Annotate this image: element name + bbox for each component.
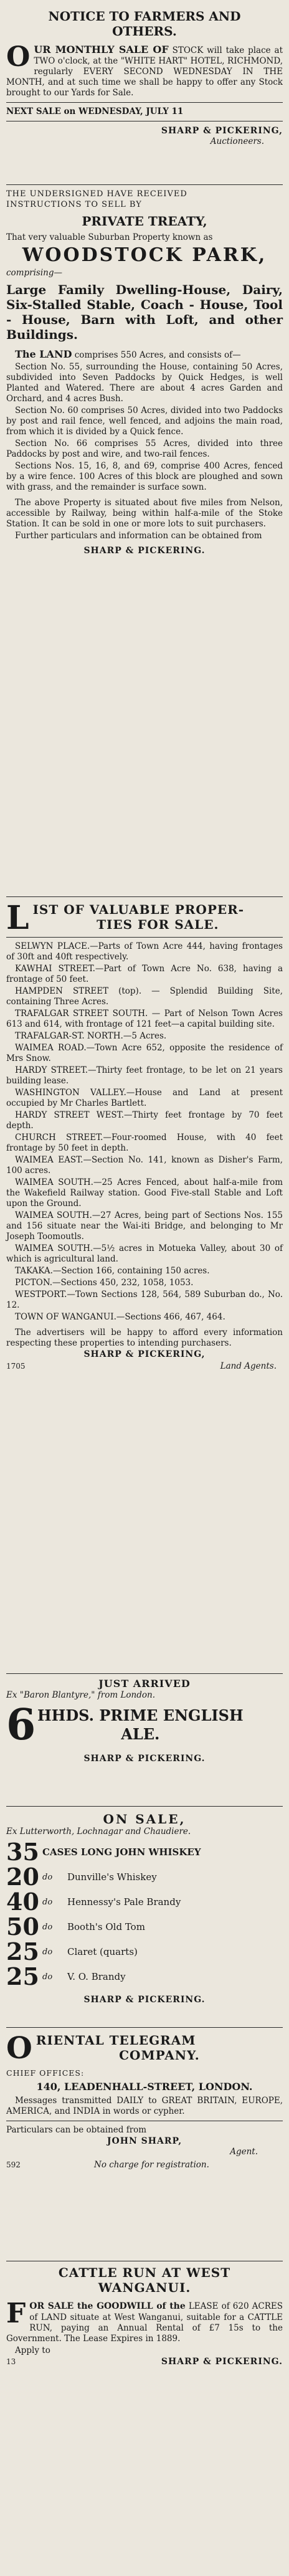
list-signature: SHARP & PICKERING, [83, 1349, 206, 1359]
on-sale-qty: 25 [6, 1962, 39, 1990]
ale-product-b: ALE. [121, 1725, 160, 1743]
list-item: WAIMEA SOUTH.—5½ acres in Motueka Valley, about 30 of which is agricultural land. [6, 1243, 283, 1264]
telegram-chief-offices: CHIEF OFFICES: [6, 2068, 85, 2078]
telegram-no-charge: No charge for registration. [94, 2160, 209, 2170]
list-closing: The advertisers will be happy to afford every information respecting these properties to intending purchasers. [6, 1328, 283, 1348]
farmers-notice-ad [6, 9, 283, 185]
on-sale-item: Claret (quarts) [67, 1946, 138, 1957]
farmers-signature: SHARP & PICKERING, [161, 126, 283, 136]
woodstock-intro-3: That very valuable Suburban Property known as [6, 232, 213, 242]
on-sale-qty: 20 [6, 1863, 39, 1891]
cattle-ad-number: 13 [6, 2357, 16, 2366]
ale-ship: Ex "Baron Blantyre," from London. [6, 1690, 155, 1700]
woodstock-section-2: Section No. 60 comprises 50 Acres, divided into two Paddocks by post and rail fence, well fenced, and adjoins the main road, from which it is divided by a Quick fence. [6, 406, 283, 437]
ale-just-arrived: JUST ARRIVED [98, 1678, 191, 1690]
list-item: TRAFALGAR-ST. NORTH.—5 Acres. [15, 1031, 167, 1041]
cattle-title-b: WANGANUI. [98, 2280, 191, 2295]
cattle-title-a: CATTLE RUN AT WEST [58, 2265, 231, 2280]
list-drop-cap: L [6, 902, 29, 933]
on-sale-qty: 40 [6, 1888, 39, 1916]
farmers-title: NOTICE TO FARMERS AND [48, 9, 241, 24]
farmers-title-2: OTHERS. [112, 24, 177, 39]
cattle-run-ad [6, 2265, 283, 2415]
woodstock-intro-1: THE UNDERSIGNED HAVE RECEIVED [6, 189, 187, 199]
on-sale-item: Hennessy's Pale Brandy [67, 1896, 181, 1908]
on-sale-ditto: do [42, 1972, 53, 1982]
woodstock-title: WOODSTOCK PARK, [22, 244, 267, 266]
ale-product-a: HHDS. PRIME ENGLISH [37, 1706, 244, 1724]
ale-ad [6, 1678, 283, 1807]
on-sale-ad [6, 1812, 283, 2028]
cattle-lead: OR SALE the GOODWILL of the [29, 2301, 186, 2311]
cattle-apply: Apply to [15, 2345, 50, 2355]
on-sale-ditto: do [42, 1922, 53, 1932]
list-title-a: IST OF VALUABLE PROPER- [32, 902, 245, 917]
farmers-body: STOCK will take place at TWO o'clock, at the "WHITE HART" HOTEL, RICHMOND, regularly EVERY SECOND WEDNESDAY IN THE MONTH, and at such time we shall be happy to offer any Stock brought to our Yards for Sale. [6, 45, 283, 98]
on-sale-ditto: do [42, 1897, 53, 1907]
list-item: SELWYN PLACE.—Parts of Town Acre 444, having frontages of 30ft and 40ft respectively. [6, 941, 283, 962]
farmers-drop-cap: O [6, 41, 31, 73]
telegram-title-a: RIENTAL TELEGRAM [36, 2033, 196, 2048]
woodstock-section-3: Section No. 66 comprises 55 Acres, divided into three Paddocks by post and wire, and two-rail fences. [6, 439, 283, 459]
list-title-b: TIES FOR SALE. [97, 917, 219, 932]
list-item: WAIMEA SOUTH.—27 Acres, being part of Sections Nos. 155 and 156 situate near the Wai-iti Bridge, and belonging to Mr Joseph Toomoutls. [6, 1210, 283, 1242]
on-sale-row [6, 1865, 283, 1889]
list-item: WASHINGTON VALLEY.—House and Land at present occupied by Mr Charles Bartlett. [6, 1088, 283, 1108]
woodstock-further: Further particulars and information can be obtained from [15, 531, 262, 541]
woodstock-features: Large Family Dwelling-House, Dairy, Six-Stalled Stable, Coach - House, Tool - House, Barn with Loft, and other Buildings. [6, 282, 283, 342]
cattle-signature: SHARP & PICKERING. [161, 2357, 283, 2367]
on-sale-qty: 35 [6, 1838, 39, 1866]
woodstock-intro-2: INSTRUCTIONS TO SELL BY [6, 200, 142, 209]
on-sale-item: V. O. Brandy [67, 1971, 126, 1982]
list-item: HARDY STREET WEST.—Thirty feet frontage by 70 feet depth. [6, 1110, 283, 1131]
list-ad-number: 1705 [6, 1362, 26, 1371]
on-sale-item: Dunville's Whiskey [67, 1871, 157, 1883]
woodstock-signature: SHARP & PICKERING. [83, 546, 206, 556]
on-sale-row [6, 1840, 283, 1865]
list-item: TRAFALGAR STREET SOUTH. — Part of Nelson Town Acres 613 and 614, with frontage of 121 feet—a capital building site. [6, 1009, 283, 1029]
on-sale-row [6, 1964, 283, 1989]
list-item: WAIMEA ROAD.—Town Acre 652, opposite the residence of Mrs Snow. [6, 1043, 283, 1063]
farmers-lead: UR MONTHLY SALE OF [34, 44, 169, 55]
telegram-agent: JOHN SHARP, [107, 2136, 182, 2146]
farmers-next-sale: NEXT SALE on WEDNESDAY, JULY 11 [6, 107, 184, 116]
farmers-signature-sub: Auctioneers. [210, 136, 264, 146]
ale-signature: SHARP & PICKERING. [83, 1754, 206, 1764]
list-item: WAIMEA EAST.—Section No. 141, known as Disher's Farm, 100 acres. [6, 1155, 283, 1176]
woodstock-comprising: comprising— [6, 268, 62, 278]
telegram-agent-sub: Agent. [230, 2147, 258, 2157]
list-item: HARDY STREET.—Thirty feet frontage, to be let on 21 years building lease. [6, 1065, 283, 1086]
on-sale-item: Booth's Old Tom [67, 1921, 145, 1932]
on-sale-ditto: do [42, 1947, 53, 1957]
telegram-particulars: Particulars can be obtained from [6, 2125, 147, 2135]
telegram-ad [6, 2033, 283, 2261]
woodstock-private-treaty: PRIVATE TREATY, [82, 214, 207, 229]
on-sale-row [6, 1939, 283, 1964]
telegram-title-b: COMPANY. [119, 2048, 200, 2063]
woodstock-section-4: Sections Nos. 15, 16, 8, and 69, comprise 400 Acres, fenced by a wire fence. 100 Acres of this block are ploughed and sown with grass, and the remainder is surface sown. [6, 461, 283, 492]
list-item: TAKAKA.—Section 166, containing 150 acres. [15, 1266, 210, 1276]
on-sale-row [6, 1889, 283, 1914]
on-sale-ship: Ex Lutterworth, Lochnagar and Chaudiere. [6, 1827, 191, 1837]
list-item: WESTPORT.—Town Sections 128, 564, 589 Suburban do., No. 12. [6, 1290, 283, 1310]
list-item: HAMPDEN STREET (top). — Splendid Building Site, containing Three Acres. [6, 986, 283, 1007]
woodstock-location: The above Property is situated about five miles from Nelson, accessible by Railway, being within half-a-mile of the Stoke Station. It can be sold in one or more lots to suit purchasers. [6, 498, 283, 529]
cattle-drop-cap: F [6, 2298, 26, 2329]
telegram-ad-number: 592 [6, 2160, 21, 2169]
ale-quantity: 6 [6, 1700, 36, 1750]
on-sale-item: CASES LONG JOHN WHISKEY [42, 1846, 201, 1858]
list-item: TOWN OF WANGANUI.—Sections 466, 467, 464. [15, 1312, 225, 1322]
on-sale-qty: 25 [6, 1937, 39, 1965]
on-sale-title: ON SALE, [103, 1812, 186, 1827]
telegram-address: 140, LEADENHALL-STREET, LONDON. [36, 2081, 253, 2093]
woodstock-land-label: The LAND [15, 348, 72, 360]
list-item: WAIMEA SOUTH.—25 Acres Fenced, about half-a-mile from the Wakefield Railway station. Good Five-stall Stable and Loft upon the Ground. [6, 1177, 283, 1209]
on-sale-row [6, 1914, 283, 1939]
cattle-body: LEASE of 620 ACRES of LAND situate at West Wanganui, suitable for a CATTLE RUN, paying an Annual Rental of £7 15s to the Government. The Lease Expires in 1889. [6, 2301, 283, 2344]
on-sale-qty: 50 [6, 1913, 39, 1941]
list-item: KAWHAI STREET.—Part of Town Acre No. 638, having a frontage of 50 feet. [6, 964, 283, 984]
woodstock-section-1: Section No. 55, surrounding the House, containing 50 Acres, subdivided into Seven Paddocks by Quick Hedges, is well Planted and Watered. There are about 4 acres Garden and Orchard, and 4 acres Bush. [6, 362, 283, 404]
woodstock-land-text: comprises 550 Acres, and consists of— [74, 350, 241, 360]
list-item: PICTON.—Sections 450, 232, 1058, 1053. [15, 1278, 194, 1288]
telegram-drop-cap: O [6, 2033, 32, 2063]
list-item: CHURCH STREET.—Four-roomed House, with 40 feet frontage by 50 feet in depth. [6, 1133, 283, 1153]
woodstock-park-ad [6, 189, 283, 897]
telegram-body: Messages transmitted DAILY to GREAT BRITAIN, EUROPE, AMERICA, and INDIA in words or cypher. [6, 2096, 283, 2116]
list-signature-sub: Land Agents. [220, 1361, 277, 1371]
on-sale-ditto: do [42, 1872, 53, 1882]
on-sale-signature: SHARP & PICKERING. [83, 1995, 206, 2005]
property-list-ad [6, 902, 283, 1674]
